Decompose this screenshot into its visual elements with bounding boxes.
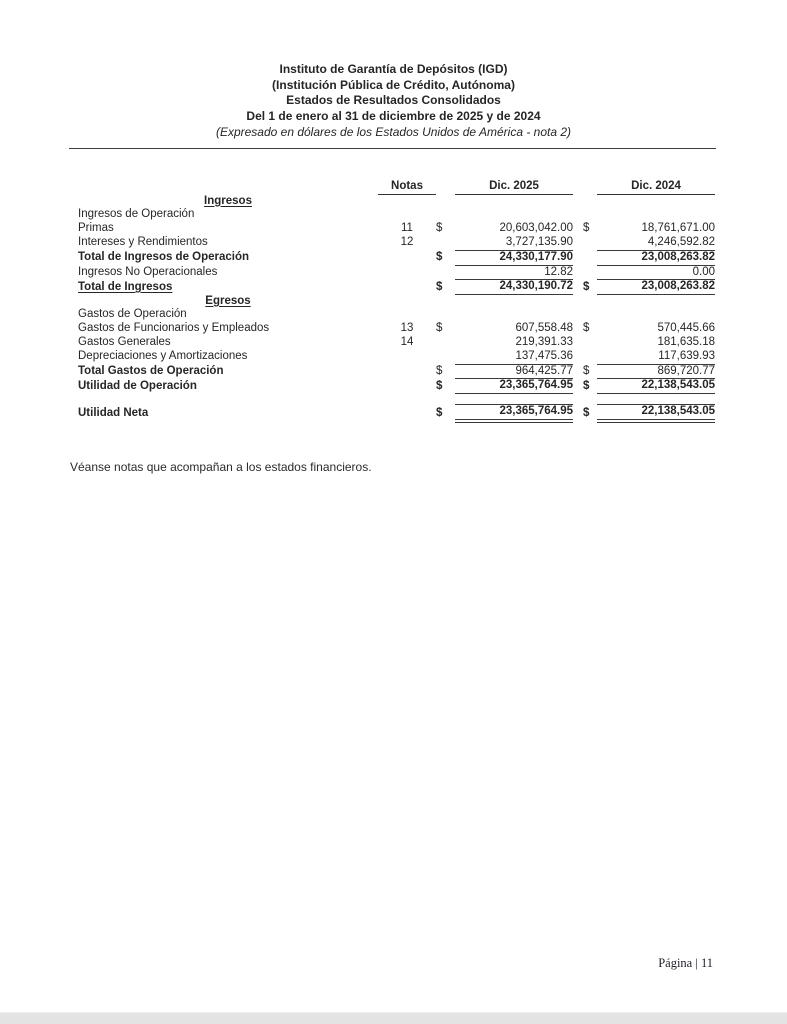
table-row bbox=[78, 308, 715, 322]
amount-2025: 24,330,190.72 bbox=[455, 280, 573, 295]
currency-symbol-2025: $ bbox=[436, 365, 443, 378]
currency-symbol-2024: $ bbox=[583, 365, 590, 378]
amount-2025: 24,330,177.90 bbox=[455, 250, 573, 265]
note-ref: 12 bbox=[400, 236, 414, 249]
org-name: Instituto de Garantía de Depósitos (IGD) bbox=[279, 62, 508, 76]
table-row bbox=[78, 195, 715, 209]
amount-2024: 0.00 bbox=[597, 265, 715, 280]
amount-2024: 117,639.93 bbox=[597, 350, 715, 364]
dic-2024-column-header: Dic. 2024 bbox=[597, 177, 715, 195]
currency-symbol-2025: $ bbox=[436, 322, 443, 335]
amount-2024: 23,008,263.82 bbox=[597, 250, 715, 265]
amount-2025 bbox=[455, 308, 573, 322]
row-label: Depreciaciones y Amortizaciones bbox=[78, 350, 248, 363]
column-gap bbox=[573, 250, 583, 265]
row-label: Gastos Generales bbox=[78, 335, 171, 348]
currency-symbol-2025 bbox=[436, 208, 455, 222]
currency-symbol-2025 bbox=[436, 195, 455, 209]
column-gap bbox=[573, 336, 583, 350]
note-ref bbox=[378, 295, 436, 309]
amount-2025: 219,391.33 bbox=[515, 335, 573, 348]
column-gap bbox=[573, 405, 583, 421]
table-header-row bbox=[78, 177, 715, 195]
note-ref bbox=[378, 405, 436, 421]
currency-symbol-2025 bbox=[436, 295, 455, 309]
statement-table bbox=[78, 177, 715, 423]
column-gap bbox=[573, 322, 583, 336]
note-ref: 13 bbox=[400, 322, 414, 335]
column-gap bbox=[573, 364, 583, 379]
table-row bbox=[78, 250, 715, 265]
currency-symbol-2024 bbox=[583, 350, 597, 364]
amount-2024: 22,138,543.05 bbox=[597, 379, 715, 394]
row-label: Ingresos de Operación bbox=[78, 208, 195, 221]
header-divider bbox=[69, 148, 716, 149]
column-gap bbox=[573, 379, 583, 394]
amount-2025: 23,365,764.95 bbox=[455, 405, 573, 421]
note-ref: 14 bbox=[400, 335, 414, 348]
note-ref bbox=[378, 379, 436, 394]
note-ref bbox=[378, 280, 436, 295]
currency-symbol-2025 bbox=[436, 308, 455, 322]
column-gap bbox=[573, 177, 583, 195]
column-gap bbox=[573, 208, 583, 222]
table-row bbox=[78, 208, 715, 222]
amount-2025 bbox=[455, 195, 573, 209]
currency-symbol-2024: $ bbox=[583, 379, 590, 392]
amount-2024: 22,138,543.05 bbox=[597, 405, 715, 421]
currency-column-spacer bbox=[436, 177, 455, 195]
table-row bbox=[78, 265, 715, 280]
amount-2024: 869,720.77 bbox=[597, 364, 715, 379]
amount-2025: 607,558.48 bbox=[515, 322, 573, 335]
amount-2025: 20,603,042.00 bbox=[499, 222, 573, 235]
amount-2024: 181,635.18 bbox=[657, 335, 715, 348]
table-row bbox=[78, 379, 715, 394]
scan-edge-band bbox=[0, 1012, 787, 1024]
note-ref bbox=[378, 195, 436, 209]
table-row bbox=[78, 222, 715, 236]
currency-symbol-2024 bbox=[583, 295, 597, 309]
amount-2025 bbox=[455, 295, 573, 309]
column-gap bbox=[573, 295, 583, 309]
note-ref bbox=[378, 265, 436, 280]
document-header bbox=[0, 0, 787, 141]
table-row bbox=[78, 280, 715, 295]
note-ref: 11 bbox=[401, 222, 413, 235]
row-label: Total de Ingresos bbox=[78, 280, 173, 293]
column-gap bbox=[573, 236, 583, 250]
currency-symbol-2025: $ bbox=[436, 251, 443, 264]
amount-2024: 570,445.66 bbox=[657, 322, 715, 335]
amount-2024 bbox=[597, 208, 715, 222]
amount-2025: 964,425.77 bbox=[455, 364, 573, 379]
label-column-header bbox=[78, 177, 378, 195]
currency-symbol-2024 bbox=[583, 236, 597, 250]
currency-symbol-2024: $ bbox=[583, 280, 590, 293]
table-row bbox=[78, 364, 715, 379]
column-gap bbox=[573, 265, 583, 280]
currency-symbol-2024 bbox=[583, 195, 597, 209]
row-label: Utilidad Neta bbox=[78, 407, 149, 420]
table-row bbox=[78, 236, 715, 250]
currency-symbol-2024 bbox=[583, 265, 597, 280]
table-row bbox=[78, 350, 715, 364]
row-label: Primas bbox=[78, 222, 114, 235]
amount-2024: 23,008,263.82 bbox=[597, 280, 715, 295]
row-label: Ingresos bbox=[204, 194, 252, 207]
note-ref bbox=[378, 364, 436, 379]
row-label: Total de Ingresos de Operación bbox=[78, 251, 250, 264]
row-label: Egresos bbox=[205, 294, 251, 307]
row-label: Gastos de Operación bbox=[78, 308, 187, 321]
row-label: Utilidad de Operación bbox=[78, 379, 197, 392]
column-gap bbox=[573, 222, 583, 236]
currency-symbol-2025: $ bbox=[436, 222, 443, 235]
currency-symbol-2025 bbox=[436, 336, 455, 350]
page-number: Página | 11 bbox=[658, 956, 713, 970]
column-gap bbox=[573, 350, 583, 364]
dic-2025-column-header: Dic. 2025 bbox=[455, 177, 573, 195]
note-ref bbox=[378, 308, 436, 322]
amount-2025: 3,727,135.90 bbox=[455, 236, 573, 250]
amount-2024 bbox=[597, 195, 715, 209]
currency-symbol-2024 bbox=[583, 308, 597, 322]
currency-symbol-2025 bbox=[436, 236, 455, 250]
currency-column-spacer bbox=[583, 177, 597, 195]
table-row bbox=[78, 336, 715, 350]
amount-2025: 23,365,764.95 bbox=[455, 379, 573, 394]
financial-statements-footnote: Véanse notas que acompañan a los estados financieros. bbox=[70, 459, 372, 474]
currency-symbol-2025 bbox=[436, 350, 455, 364]
amount-2025: 137,475.36 bbox=[455, 350, 573, 364]
currency-symbol-2025: $ bbox=[436, 379, 443, 392]
currency-symbol-2024 bbox=[583, 250, 597, 265]
currency-note: (Expresado en dólares de los Estados Unidos de América - nota 2) bbox=[215, 124, 572, 139]
table-row bbox=[78, 322, 715, 336]
spacer-row bbox=[78, 394, 715, 405]
spacer-cell bbox=[78, 394, 715, 405]
note-ref bbox=[378, 250, 436, 265]
statement-period: Del 1 de enero al 31 de diciembre de 2025 y de 2024 bbox=[246, 109, 541, 124]
note-ref bbox=[378, 350, 436, 364]
currency-symbol-2024 bbox=[583, 336, 597, 350]
amount-2024 bbox=[597, 308, 715, 322]
row-label: Gastos de Funcionarios y Empleados bbox=[78, 322, 270, 335]
row-label: Ingresos No Operacionales bbox=[78, 266, 218, 278]
currency-symbol-2024: $ bbox=[583, 222, 590, 235]
currency-symbol-2024: $ bbox=[583, 322, 590, 335]
amount-2025: 12.82 bbox=[455, 265, 573, 280]
note-ref bbox=[378, 208, 436, 222]
row-label: Total Gastos de Operación bbox=[78, 365, 224, 378]
column-gap bbox=[573, 280, 583, 295]
column-gap bbox=[573, 195, 583, 209]
table-row bbox=[78, 405, 715, 421]
amount-2024 bbox=[597, 295, 715, 309]
amount-2024: 18,761,671.00 bbox=[641, 222, 715, 235]
amount-2025 bbox=[455, 208, 573, 222]
currency-symbol-2025 bbox=[436, 265, 455, 280]
notes-column-header: Notas bbox=[378, 177, 436, 195]
currency-symbol-2024: $ bbox=[583, 407, 590, 420]
currency-symbol-2025: $ bbox=[436, 280, 443, 293]
row-label: Intereses y Rendimientos bbox=[78, 236, 208, 249]
currency-symbol-2024 bbox=[583, 208, 597, 222]
table-row bbox=[78, 295, 715, 309]
amount-2024: 4,246,592.82 bbox=[597, 236, 715, 250]
statement-title: Estados de Resultados Consolidados bbox=[286, 93, 501, 108]
column-gap bbox=[573, 308, 583, 322]
currency-symbol-2025: $ bbox=[436, 407, 443, 420]
org-subtitle: (Institución Pública de Crédito, Autónoma) bbox=[272, 77, 515, 92]
